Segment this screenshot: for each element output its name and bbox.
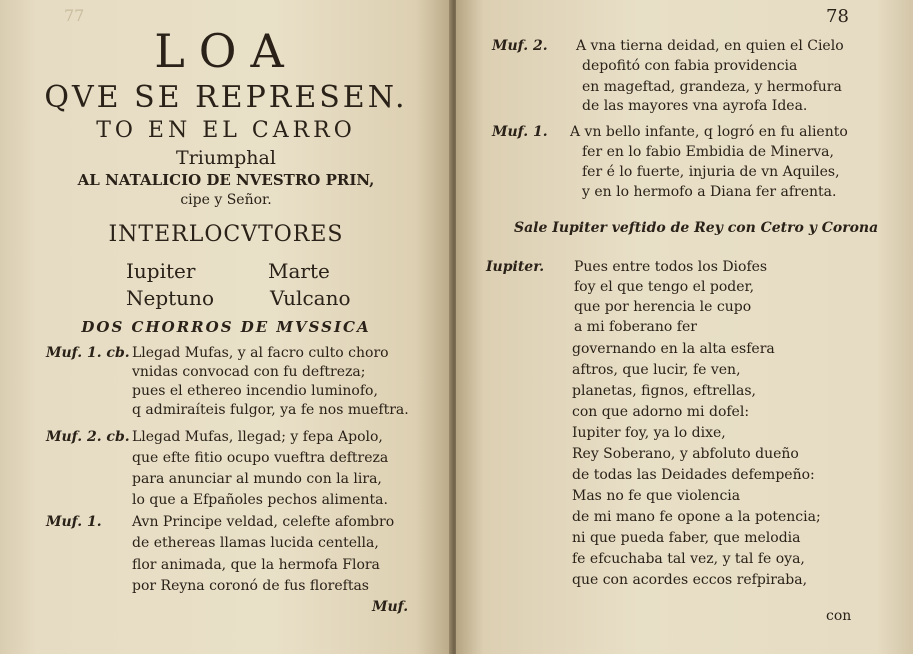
verse-line: en mageftad, grandeza, y hermofura (582, 79, 842, 95)
role-neptuno: Neptuno (126, 286, 214, 310)
verse-line: planetas, fignos, eftrellas, (572, 383, 756, 399)
verse-line: A vn bello infante, q logró en fu aliento (570, 124, 848, 140)
title-line-2: QVE SE REPRESEN. (44, 80, 408, 115)
role-jupiter: Iupiter (126, 259, 196, 283)
role-vulcano: Vulcano (270, 286, 351, 310)
verse-line: Rey Soberano, y abfoluto dueño (572, 446, 799, 462)
speaker-label: Iupiter. (486, 259, 545, 275)
verse-line: Llegad Mufas, y al facro culto choro (132, 345, 389, 361)
verse-line: fer é lo fuerte, injuria de vn Aquiles, (582, 164, 840, 180)
stage-direction: Sale Iupiter veftido de Rey con Cetro y Corona (514, 220, 879, 236)
left-page (0, 0, 452, 654)
page-number: 78 (826, 6, 849, 27)
verse-line: governando en la alta esfera (572, 341, 775, 357)
title-line-4: Triumphal (176, 147, 276, 169)
verse-line: Llegad Mufas, llegad; y fepa Apolo, (132, 429, 383, 445)
verse-line: flor animada, que la hermofa Flora (132, 557, 380, 573)
role-marte: Marte (268, 259, 330, 283)
interlocutores-heading: INTERLOCVTORES (108, 222, 344, 247)
verse-line: que por herencia le cupo (574, 299, 752, 315)
speaker-label: Muf. 2. (492, 38, 548, 54)
speaker-label: Muf. 1. (492, 124, 548, 140)
verse-line: pues el ethereo incendio luminofo, (132, 383, 378, 399)
speaker-label: Muf. 1. (46, 514, 102, 530)
verse-line: Mas no fe que violencia (572, 488, 741, 504)
verse-line: Avn Principe veldad, celefte afombro (132, 514, 395, 530)
verse-line: que efte fitio ocupo vueftra deftreza (132, 450, 389, 466)
verse-line: depofitó con fabia providencia (582, 58, 798, 74)
verse-line: fe efcuchaba tal vez, y tal fe oya, (572, 551, 805, 567)
verse-line: de todas las Deidades defempeño: (572, 467, 815, 483)
verse-line: q admiraíteis fulgor, ya fe nos mueftra. (132, 402, 409, 418)
verse-line: foy el que tengo el poder, (574, 279, 755, 295)
verse-line: Iupiter foy, ya lo dixe, (572, 425, 726, 441)
verse-line: aftros, que lucir, fe ven, (572, 362, 741, 378)
verse-line: a mi foberano fer (574, 319, 697, 335)
catchword: Muf. (372, 599, 409, 615)
verse-line: Pues entre todos los Diofes (574, 259, 768, 275)
verse-line: que con acordes eccos refpiraba, (572, 572, 808, 588)
verse-line: fer en lo fabio Embidia de Minerva, (582, 144, 834, 160)
verse-line: y en lo hermofo a Diana fer afrenta. (582, 184, 837, 200)
speaker-label: Muf. 1. cb. (46, 345, 130, 361)
verse-line: por Reyna coronó de fus floreftas (132, 578, 369, 594)
choirs-heading: DOS CHORROS DE MVSSICA (81, 318, 371, 336)
ghost-page-number: 77 (64, 6, 85, 25)
title-line-5: AL NATALICIO DE NVESTRO PRIN, (77, 171, 375, 189)
verse-line: de mi mano fe opone a la potencia; (572, 509, 821, 525)
title-line-3: TO EN EL CARRO (96, 118, 356, 143)
catchword: con (826, 608, 852, 624)
verse-line: con que adorno mi dofel: (572, 404, 750, 420)
verse-line: A vna tierna deidad, en quien el Cielo (576, 38, 844, 54)
speaker-label: Muf. 2. cb. (46, 429, 130, 445)
verse-line: de las mayores vna ayrofa Idea. (582, 98, 808, 114)
verse-line: ni que pueda faber, que melodia (572, 530, 801, 546)
verse-line: vnidas convocad con fu deftreza; (132, 364, 366, 380)
verse-line: lo que a Efpañoles pechos alimenta. (132, 492, 388, 508)
title-line-6: cipe y Señor. (180, 192, 272, 208)
title-loa: LOA (154, 24, 298, 78)
verse-line: de ethereas llamas lucida centella, (132, 535, 379, 551)
verse-line: para anunciar al mundo con la lira, (132, 471, 382, 487)
right-page (456, 0, 913, 654)
